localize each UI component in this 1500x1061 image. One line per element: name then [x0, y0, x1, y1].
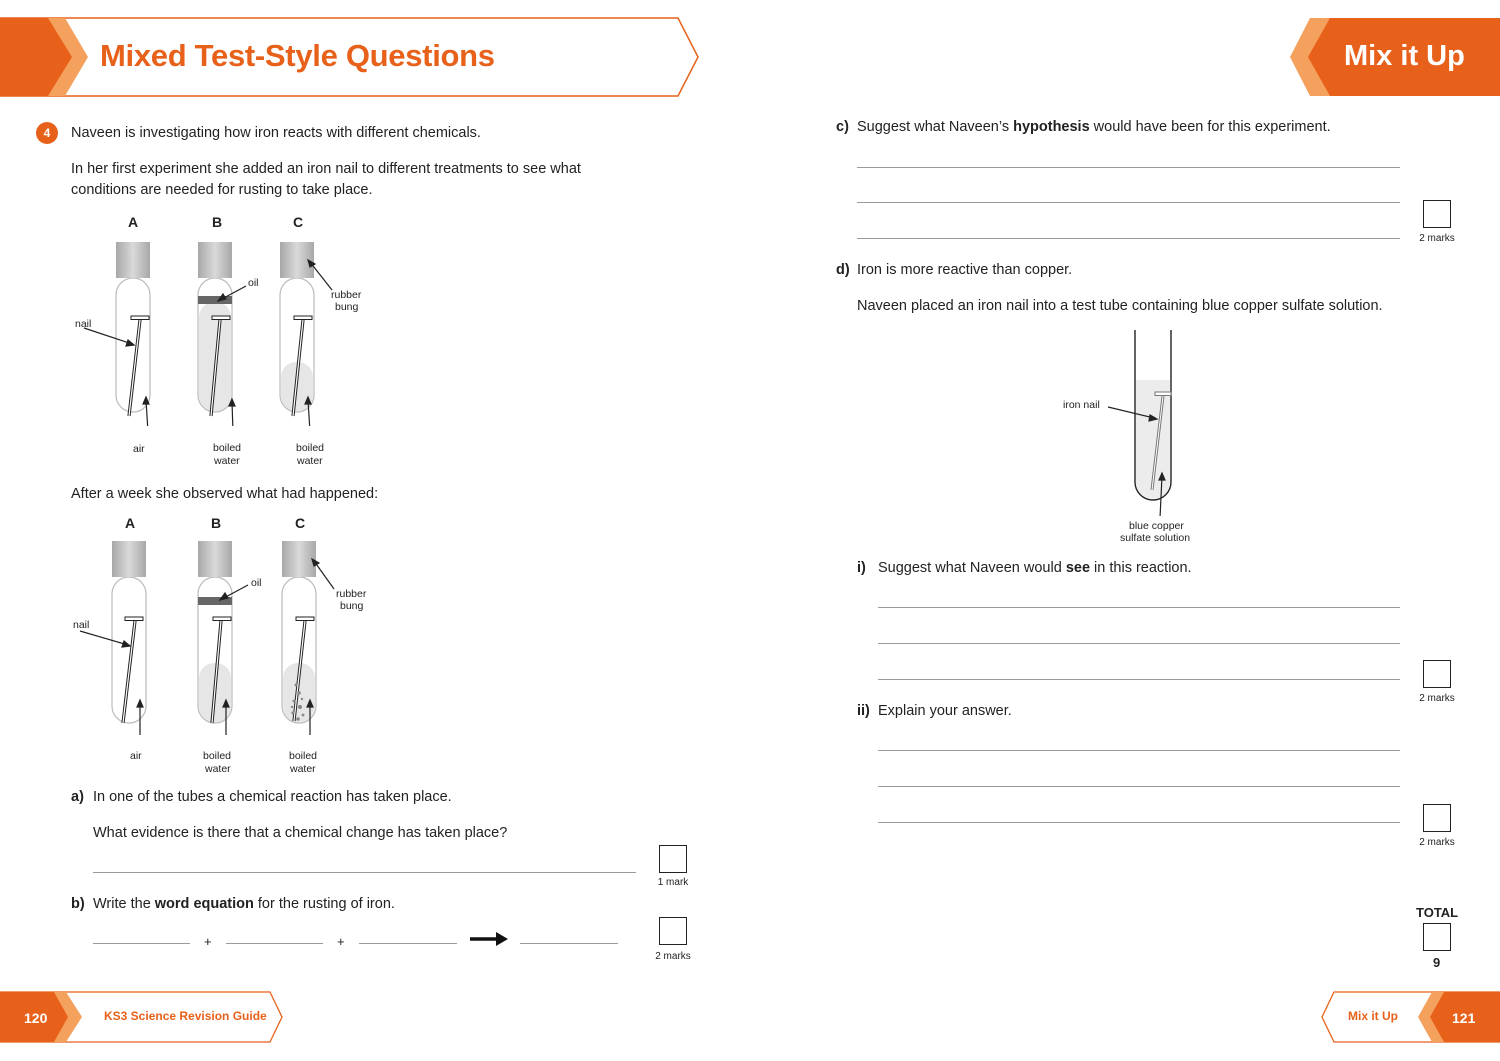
part-a-marks: 1 mark: [657, 877, 689, 888]
part-d-i-text-pre: Suggest what Naveen would: [878, 560, 1066, 576]
part-d-i-text: [878, 558, 1192, 579]
part-c-label: c): [836, 119, 849, 135]
section-title: Mix it Up: [1344, 40, 1465, 72]
label-water-b-2: water: [205, 763, 231, 775]
part-d-ii-answer-line-2[interactable]: [878, 786, 1400, 787]
diagram-first-experiment: [60, 236, 390, 426]
label-bung: bung: [335, 301, 359, 313]
footer-section-title: Mix it Up: [1348, 1009, 1398, 1023]
label-boiled-c: boiled: [296, 442, 325, 454]
tube-b-label-2: B: [211, 515, 222, 531]
part-c-marks: 2 marks: [1419, 233, 1455, 244]
part-d-i-answer-line-3[interactable]: [878, 679, 1400, 680]
label-boiled-c-2: boiled: [289, 750, 318, 762]
label-boiled-b-2: boiled: [203, 750, 232, 762]
left-page-number: 120: [24, 1010, 48, 1026]
equation-blank-1[interactable]: [93, 943, 190, 944]
part-c-answer-line-1[interactable]: [857, 167, 1400, 168]
tube-b-label: B: [212, 214, 223, 230]
label-solution-line2: sulfate solution: [1120, 532, 1191, 544]
part-c-text: [857, 117, 1331, 138]
question-number-badge: [36, 122, 58, 144]
part-c-text-post: would have been for this experiment.: [1089, 119, 1331, 135]
part-c-mark-box[interactable]: [1423, 200, 1451, 228]
part-c-answer-line-2[interactable]: [857, 202, 1400, 203]
label-rubber: rubber: [331, 289, 362, 301]
label-water-c: water: [297, 455, 323, 467]
label-nail-2: nail: [73, 619, 90, 631]
part-d-i-answer-line-1[interactable]: [878, 607, 1400, 608]
part-d-ii-text: Explain your answer.: [878, 703, 1012, 719]
part-b-text-bold: word equation: [154, 896, 254, 912]
part-d-ii-answer-line-1[interactable]: [878, 750, 1400, 751]
label-water-c-2: water: [290, 763, 316, 775]
tube-c-label: C: [293, 214, 304, 230]
total-value: 9: [1433, 955, 1441, 970]
part-a-text2: What evidence is there that a chemical change has taken place?: [93, 825, 508, 841]
equation-plus-1: +: [204, 934, 212, 949]
equation-blank-3[interactable]: [359, 943, 457, 944]
question-number: 4: [43, 126, 51, 140]
part-d-i-text-bold: see: [1065, 560, 1091, 576]
part-b-text: [93, 894, 395, 915]
part-d-i-label: i): [857, 560, 866, 576]
label-rubber-2: rubber: [336, 588, 367, 600]
equation-blank-product[interactable]: [520, 943, 618, 944]
label-boiled-b: boiled: [213, 442, 242, 454]
experiment-text: In her first experiment she added an iron nail to different treatments to see what conditions are needed for rusting to take place.: [71, 161, 581, 198]
label-water-b: water: [214, 455, 240, 467]
part-a-text1: In one of the tubes a chemical reaction has taken place.: [93, 789, 452, 805]
label-air-2: air: [130, 750, 142, 762]
question-intro: Naveen is investigating how iron reacts with different chemicals.: [71, 125, 481, 141]
part-d-i-mark-box[interactable]: [1423, 660, 1451, 688]
part-c-text-pre: Suggest what Naveen’s: [857, 119, 1014, 135]
label-iron-nail: iron nail: [1063, 399, 1100, 411]
diagram-copper-sulfate: [1100, 326, 1220, 516]
part-b-text-post: for the rusting of iron.: [253, 896, 395, 912]
equation-blank-2[interactable]: [226, 943, 323, 944]
label-nail: nail: [75, 318, 92, 330]
part-c-answer-line-3[interactable]: [857, 238, 1400, 239]
label-oil: oil: [248, 277, 259, 289]
part-d-ii-marks: 2 marks: [1419, 837, 1455, 848]
part-a-answer-line[interactable]: [93, 872, 636, 873]
label-solution-line1: blue copper: [1129, 520, 1184, 532]
part-b-label: b): [71, 896, 85, 912]
tube-c-label-2: C: [295, 515, 306, 531]
part-b-mark-box[interactable]: [659, 917, 687, 945]
part-d-i-answer-line-2[interactable]: [878, 643, 1400, 644]
part-b-text-pre: Write the: [93, 896, 155, 912]
part-a-label: a): [71, 789, 84, 805]
tube-a-label: A: [128, 214, 139, 230]
tube-a-label-2: A: [125, 515, 136, 531]
equation-plus-2: +: [337, 934, 345, 949]
right-arrow-icon: [468, 930, 510, 948]
part-b-marks: 2 marks: [655, 951, 691, 962]
part-d-ii-mark-box[interactable]: [1423, 804, 1451, 832]
part-a-mark-box[interactable]: [659, 845, 687, 873]
part-d-label: d): [836, 262, 850, 278]
part-d-ii-label: ii): [857, 703, 870, 719]
label-air: air: [133, 443, 145, 455]
after-week-text: After a week she observed what had happened:: [71, 486, 379, 502]
label-bung-2: bung: [340, 600, 364, 612]
right-page-number: 121: [1452, 1010, 1476, 1026]
book-title: KS3 Science Revision Guide: [104, 1009, 267, 1023]
part-d-ii-answer-line-3[interactable]: [878, 822, 1400, 823]
part-c-text-bold: hypothesis: [1013, 119, 1090, 135]
part-d-text2: Naveen placed an iron nail into a test tube containing blue copper sulfate solution.: [857, 298, 1383, 314]
diagram-after-week: [56, 535, 386, 735]
page-title: Mixed Test-Style Questions: [100, 38, 495, 73]
part-d-i-text-post: in this reaction.: [1090, 560, 1192, 576]
label-oil-2: oil: [251, 577, 262, 589]
part-d-i-marks: 2 marks: [1419, 693, 1455, 704]
part-d-text1: Iron is more reactive than copper.: [857, 262, 1073, 278]
total-mark-box[interactable]: [1423, 923, 1451, 951]
total-label: TOTAL: [1416, 905, 1459, 920]
